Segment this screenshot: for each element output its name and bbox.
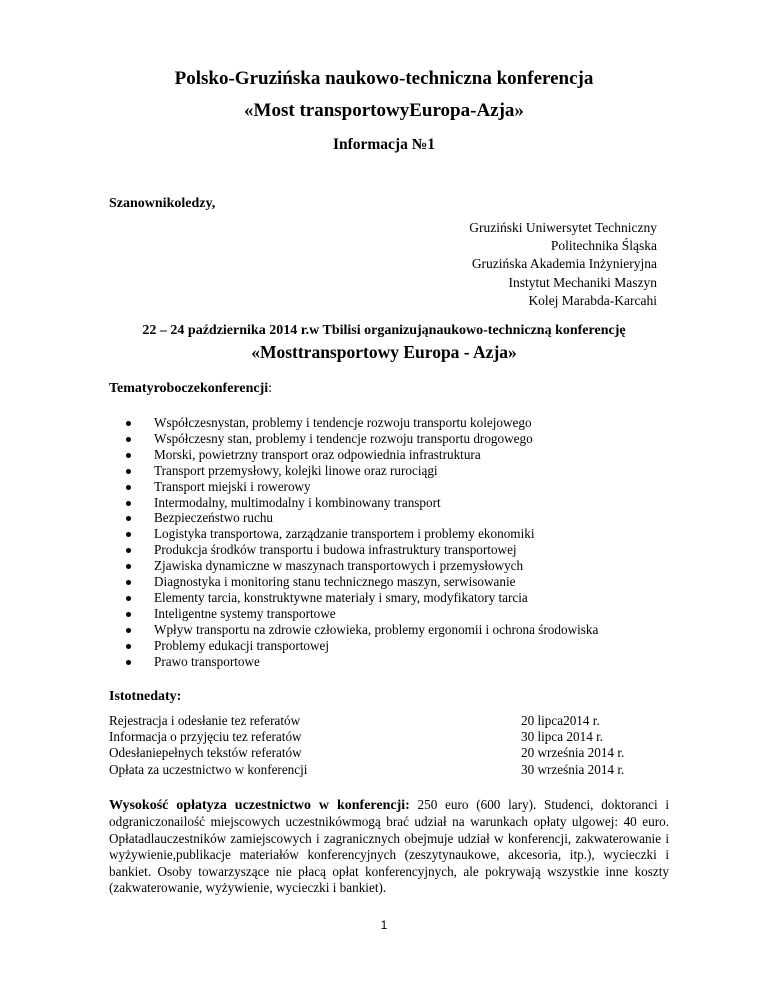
date-value: 20 lipca2014 r. — [521, 713, 600, 728]
fee-heading: Wysokość opłatyza uczestnictwo w konferencji: — [109, 798, 410, 813]
bullet-icon — [126, 596, 131, 601]
list-item — [109, 447, 598, 463]
bullet-icon — [126, 660, 131, 665]
bullet-icon — [126, 548, 131, 553]
table-row — [109, 729, 669, 745]
date-label: Odesłaniepełnych tekstów referatów — [109, 745, 302, 761]
date-label: Informacja o przyjęciu tez referatów — [109, 729, 302, 745]
list-item — [109, 606, 598, 622]
topic-text: Inteligentne systemy transportowe — [154, 605, 336, 621]
page-number: 1 — [380, 918, 388, 932]
topic-text: Morski, powietrzny transport oraz odpowiednia infrastruktura — [154, 446, 481, 462]
list-item — [109, 638, 598, 654]
table-row — [109, 762, 669, 778]
organizer-item: Gruzińska Akademia Inżynieryjna — [471, 256, 657, 272]
list-item — [109, 622, 598, 638]
topic-text: Prawo transportowe — [154, 653, 260, 669]
bullet-icon — [126, 612, 131, 617]
organizer-item: Gruziński Uniwersytet Techniczny — [469, 220, 657, 235]
organizers-list — [469, 219, 657, 310]
topics-list — [109, 415, 598, 670]
topic-text: Produkcja środków transportu i budowa infrastruktury transportowej — [154, 542, 517, 558]
list-item — [109, 654, 598, 670]
topics-heading-text: Tematyroboczekonferencji — [109, 381, 269, 396]
list-item — [109, 558, 598, 574]
topic-text: Logistyka transportowa, zarządzanie transportem i problemy ekonomiki — [154, 526, 535, 542]
date-value: 20 września 2014 r. — [521, 745, 625, 761]
list-item — [109, 479, 598, 495]
topic-text: Wpływ transportu na zdrowie człowieka, problemy ergonomii i ochrona środowiska — [154, 621, 599, 637]
topics-heading-colon: : — [268, 381, 273, 396]
organizer-item: Kolej Marabda-Karcahi — [528, 292, 657, 308]
dates-table — [109, 713, 669, 778]
bullet-icon — [126, 532, 131, 537]
fee-body: 250 euro (600 lary). Studenci, doktoranci i odgraniczonailość miejscowych uczestnikówmogą brać udział na warunkach opłaty ulgowej: 40 euro. Opłatadlauczestników zamiejscowych i zagranicznych obejmuje udział w konferencji, zakwaterowanie i wyżywienie,publikacje materiałów konferencyjnych (zeszytynaukowe, akcesoria, itp.), wycieczki i bankiet. Osoby towarzyszące nie płacą opłat konferencyjnych, ale pokrywają wszystkie inne koszty (zakwaterowanie, wyżywienie, wycieczki i bankiet). — [109, 797, 669, 896]
organizer-item: Politechnika Śląska — [550, 238, 657, 254]
bullet-icon — [126, 501, 131, 506]
bullet-icon — [126, 485, 131, 490]
list-item — [109, 415, 598, 431]
dates-heading: Istotnedaty: — [109, 689, 182, 704]
bullet-icon — [126, 516, 131, 521]
topic-text: Zjawiska dynamiczne w maszynach transportowych i przemysłowych — [154, 558, 524, 574]
fee-paragraph — [109, 797, 669, 896]
event-name: «Mosttransportowy Europa - Azja» — [251, 342, 517, 362]
topic-text: Transport miejski i rowerowy — [154, 478, 311, 494]
topics-heading — [109, 381, 272, 397]
date-value: 30 września 2014 r. — [521, 761, 625, 777]
bullet-icon — [126, 437, 131, 442]
date-label: Rejestracja i odesłanie tez referatów — [109, 713, 301, 728]
list-item — [109, 510, 598, 526]
table-row — [109, 745, 669, 761]
topic-text: Intermodalny, multimodalny i kombinowany transport — [154, 494, 441, 510]
information-number: Informacja №1 — [332, 136, 436, 153]
date-value: 30 lipca 2014 r. — [521, 729, 604, 745]
topic-text: Problemy edukacji transportowej — [154, 637, 330, 653]
conference-title: Polsko-Gruzińska naukowo-techniczna konferencja — [174, 68, 594, 89]
bullet-icon — [126, 628, 131, 633]
list-item — [109, 431, 598, 447]
list-item — [109, 495, 598, 511]
bullet-icon — [126, 644, 131, 649]
bullet-icon — [126, 469, 131, 474]
event-announcement: 22 – 24 października 2014 r.w Tbilisi organizująnaukowo-techniczną konferencję — [142, 323, 626, 338]
list-item — [109, 590, 598, 606]
bullet-icon — [126, 580, 131, 585]
bullet-icon — [126, 453, 131, 458]
list-item — [109, 574, 598, 590]
bullet-icon — [126, 564, 131, 569]
table-row — [109, 713, 669, 729]
topic-text: Transport przemysłowy, kolejki linowe oraz rurociągi — [154, 462, 438, 478]
topic-text: Elementy tarcia, konstruktywne materiały i smary, modyfikatory tarcia — [154, 589, 528, 605]
salutation: Szanownikoledzy, — [109, 196, 216, 211]
list-item — [109, 463, 598, 479]
list-item — [109, 542, 598, 558]
date-label: Opłata za uczestnictwo w konferencji — [109, 761, 308, 777]
bullet-icon — [126, 421, 131, 426]
conference-subtitle: «Most transportowyEuropa-Azja» — [244, 100, 524, 121]
topic-text: Diagnostyka i monitoring stanu technicznego maszyn, serwisowanie — [154, 574, 516, 590]
list-item — [109, 526, 598, 542]
topic-text: Współczesny stan, problemy i tendencje rozwoju transportu drogowego — [154, 430, 533, 446]
topic-text: Bezpieczeństwo ruchu — [154, 510, 274, 526]
organizer-item: Instytut Mechaniki Maszyn — [508, 274, 657, 290]
topic-text: Współczesnystan, problemy i tendencje rozwoju transportu kolejowego — [154, 415, 532, 430]
